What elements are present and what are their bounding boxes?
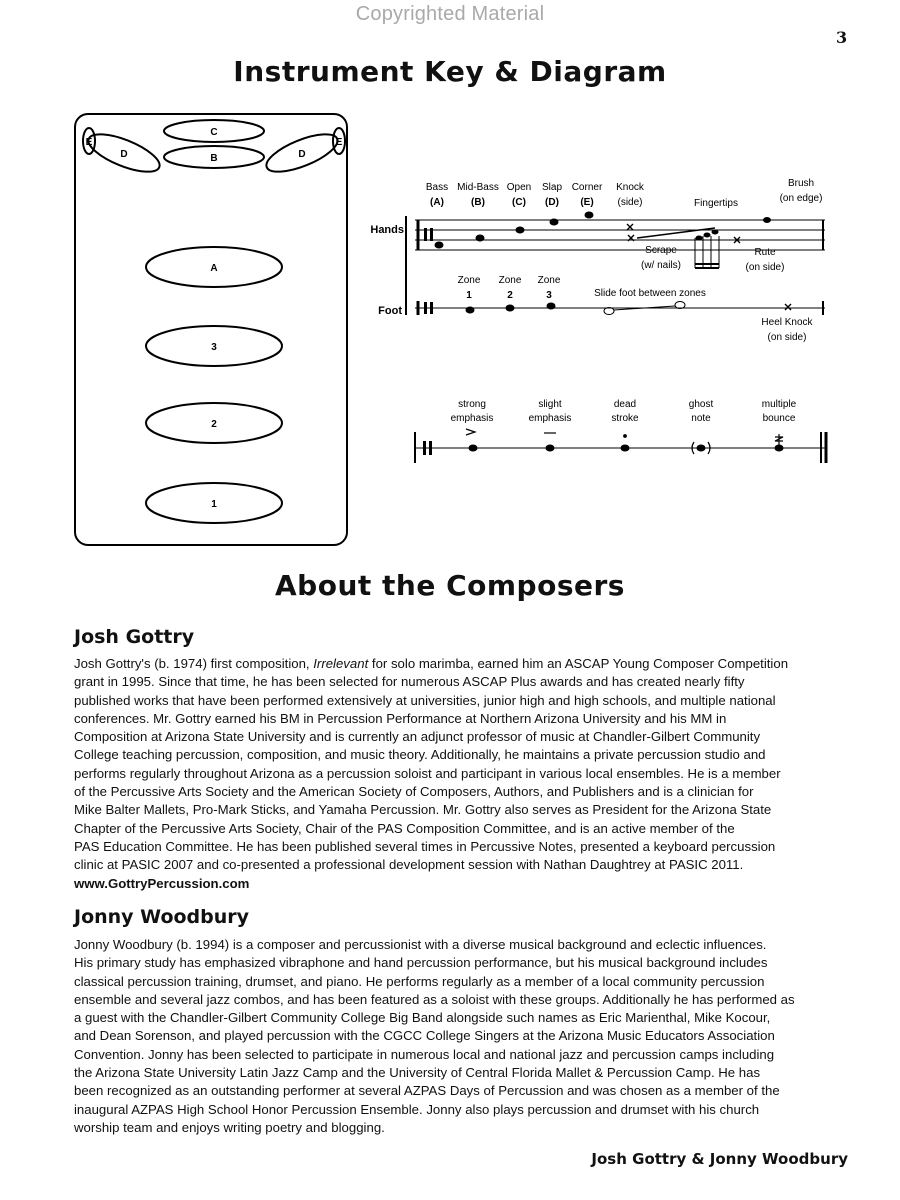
zone-d-left-label: D	[120, 149, 128, 160]
bio-line: Composition at Arizona State University and is currently an adjunct professor of music at Chandler-Gilbert Community	[74, 729, 761, 745]
note-corner	[585, 212, 594, 219]
articulation-ghost-sub: note	[691, 413, 711, 424]
foot-zone-2-number: 2	[507, 290, 513, 301]
bio-line: grant in 1995. Since that time, he has been selected for numerous ASCAP Plus awards and has created nearly fifty	[74, 674, 745, 690]
composer-bio-gottry	[74, 655, 826, 893]
zone-d-right-label: D	[298, 149, 306, 160]
bio-line: conferences. Mr. Gottry earned his BM in Percussion Performance at Northern Arizona University and his MM in	[74, 710, 727, 726]
composition-title: Irrelevant	[313, 656, 369, 671]
articulation-slight-sub: emphasis	[528, 413, 572, 424]
heel-knock-sub: (on side)	[767, 332, 807, 343]
zone-2-label: 2	[211, 419, 217, 430]
note-multiple-bounce	[775, 445, 784, 452]
foot-staff-label: Foot	[378, 305, 402, 317]
brush-sub: (on edge)	[779, 193, 823, 204]
zone-a-label: A	[210, 263, 218, 274]
bio-line: published works that have been performed extensively at universities, junior high and high schools, and multiple national	[74, 692, 776, 708]
note-ghost	[697, 445, 706, 452]
slide-foot-label: Slide foot between zones	[594, 288, 706, 299]
note-bass-foot-1	[466, 307, 475, 314]
foot-zone-3-label: Zone	[537, 275, 561, 286]
note-brush	[763, 217, 771, 223]
stroke-bass-name: Bass	[425, 182, 449, 193]
foot-zone-2-label: Zone	[498, 275, 522, 286]
bio-line: Jonny Woodbury (b. 1994) is a composer and percussionist with a diverse musical background and eclectic influences.	[74, 937, 767, 952]
composer-name-woodbury: Jonny Woodbury	[74, 906, 250, 928]
note-slap	[550, 219, 559, 226]
brush-label: Brush	[787, 178, 815, 189]
note-slight-emphasis	[546, 445, 555, 452]
bio-line: been recognized as an outstanding performer at several AZPAS Days of Percussion and was chosen as a member of the	[74, 1083, 780, 1099]
foot-zone-1-number: 1	[466, 290, 472, 301]
instrument-zone-diagram	[74, 113, 348, 546]
bio-line: Mike Balter Mallets, Pro-Mark Sticks, and Yamaha Percussion. Mr. Gottry also serves as President for the Arizona State	[74, 802, 772, 818]
bounce-z	[775, 437, 783, 441]
bio-line: classical percussion training, drumset, and piano. He performs regularly as a member of a local community percussion	[74, 973, 765, 989]
stroke-midbass-code: (B)	[471, 197, 485, 208]
articulation-dead-sub: stroke	[611, 413, 639, 424]
note-midbass	[476, 235, 485, 242]
instrument-key-title: Instrument Key & Diagram	[233, 55, 667, 88]
footer-authors: Josh Gottry & Jonny Woodbury	[591, 1150, 848, 1168]
zone-c-label: C	[210, 127, 218, 138]
zone-3-label: 3	[211, 342, 217, 353]
stroke-slap-name: Slap	[541, 182, 563, 193]
rute-sub: (on side)	[745, 262, 785, 273]
about-composers-title: About the Composers	[275, 569, 625, 602]
zone-e-right-label: E	[335, 137, 343, 148]
stroke-corner-name: Corner	[571, 182, 603, 193]
scrape-label: Scrape	[645, 245, 677, 256]
bio-line: Convention. Jonny has been selected to participate in numerous local and national jazz and percussion camps including	[74, 1046, 775, 1062]
stroke-slap-code: (D)	[545, 197, 559, 208]
articulation-strong-label: strong	[458, 399, 486, 410]
note-bass	[435, 242, 444, 249]
scrape-sub: (w/ nails)	[640, 260, 682, 271]
bio-line: Josh Gottry's (b. 1974) first composition, Irrelevant for solo marimba, earned him an ASCAP Young Composer Competition	[74, 656, 789, 671]
bio-line: and Dean Sorenson, and played percussion with the CGCC College Singers at the Arizona Music Educators Association	[74, 1028, 775, 1044]
stroke-midbass-name: Mid-Bass	[457, 182, 499, 193]
fingertips-group	[695, 230, 719, 269]
articulation-strong-sub: emphasis	[450, 413, 494, 424]
bio-line: the Arizona State University Latin Jazz Camp and the University of Central Florida Mallet & Percussion Camp. He has	[74, 1065, 761, 1081]
note-heel-knock-x	[785, 304, 791, 310]
bio-line: inaugural AZPAS High School Honor Percussion Ensemble. Jonny also plays percussion and drumset with his church	[74, 1101, 760, 1117]
bio-line: of the Percussive Arts Society and the American Society of Composers, Authors, and Publishers and is a clinician for	[74, 784, 754, 800]
bio-line: worship team and enjoys writing poetry and blogging.	[74, 1119, 385, 1135]
zone-1-label: 1	[211, 499, 217, 510]
zone-b-label: B	[210, 153, 218, 164]
articulation-dead-label: dead	[613, 399, 637, 410]
stroke-knock-name: Knock	[616, 182, 644, 193]
note-knock-x	[627, 224, 633, 230]
composer-bio-woodbury	[74, 936, 826, 1137]
note-foot-2	[506, 305, 515, 312]
bio-line: College teaching percussion, composition, and music theory. Additionally, he maintains a private percussion studio and	[74, 747, 766, 763]
stroke-open-name: Open	[506, 182, 532, 193]
bio-line: His primary study has emphasized vibraphone and hand percussion performance, but his musical background includes	[74, 955, 768, 971]
fingertips-label: Fingertips	[694, 198, 738, 209]
bio-line: a guest with the Chandler-Gilbert Community College Big Band alongside such names as Eric Marienthal, Mike Kocour,	[74, 1010, 771, 1026]
foot-zone-1-label: Zone	[457, 275, 481, 286]
bio-line: clinic at PASIC 2007 and co-presented a professional development session with Nathan Daughtrey at PASIC 2011.	[74, 857, 744, 873]
composer-name-gottry: Josh Gottry	[74, 626, 195, 648]
note-foot-3	[547, 303, 556, 310]
zone-e-left-label: E	[85, 137, 93, 148]
bio-line: Chapter of the Percussive Arts Society, Chair of the PAS Composition Committee, and is an active member of the	[74, 820, 735, 836]
rute-label: Rute	[754, 247, 776, 258]
percussion-clefs	[424, 228, 433, 314]
copyright-watermark: Copyrighted Material	[355, 3, 545, 25]
articulation-bounce-sub: bounce	[762, 413, 796, 424]
articulation-slight-label: slight	[538, 399, 562, 410]
stroke-knock-code: (side)	[617, 197, 643, 208]
accent-mark	[466, 429, 475, 435]
heel-knock-label: Heel Knock	[761, 317, 813, 328]
hands-staff-label: Hands	[370, 224, 404, 236]
foot-zone-3-number: 3	[546, 290, 552, 301]
note-strong-emphasis	[469, 445, 478, 452]
page-number: 3	[836, 28, 848, 47]
stroke-open-code: (C)	[512, 197, 526, 208]
articulation-ghost-label: ghost	[688, 399, 714, 410]
bio-line: PAS Education Committee. He has been published several times in Percussive Notes, presented a keyboard percussion	[74, 838, 776, 854]
articulation-bounce-label: multiple	[761, 399, 797, 410]
website-link[interactable]: www.GottryPercussion.com	[74, 875, 250, 891]
note-open	[516, 227, 525, 234]
bio-line: performs regularly throughout Arizona as a percussion soloist and participant in various local ensembles. He is a member	[74, 765, 781, 781]
stroke-bass-code: (A)	[430, 197, 444, 208]
notation-key	[355, 170, 835, 470]
note-dead-stroke	[621, 445, 630, 452]
dead-stroke-dot	[624, 435, 627, 438]
stroke-corner-code: (E)	[580, 197, 594, 208]
bio-line: ensemble and several jazz combos, and has been featured as a soloist with these groups. Additionally he has performed as	[74, 991, 795, 1007]
